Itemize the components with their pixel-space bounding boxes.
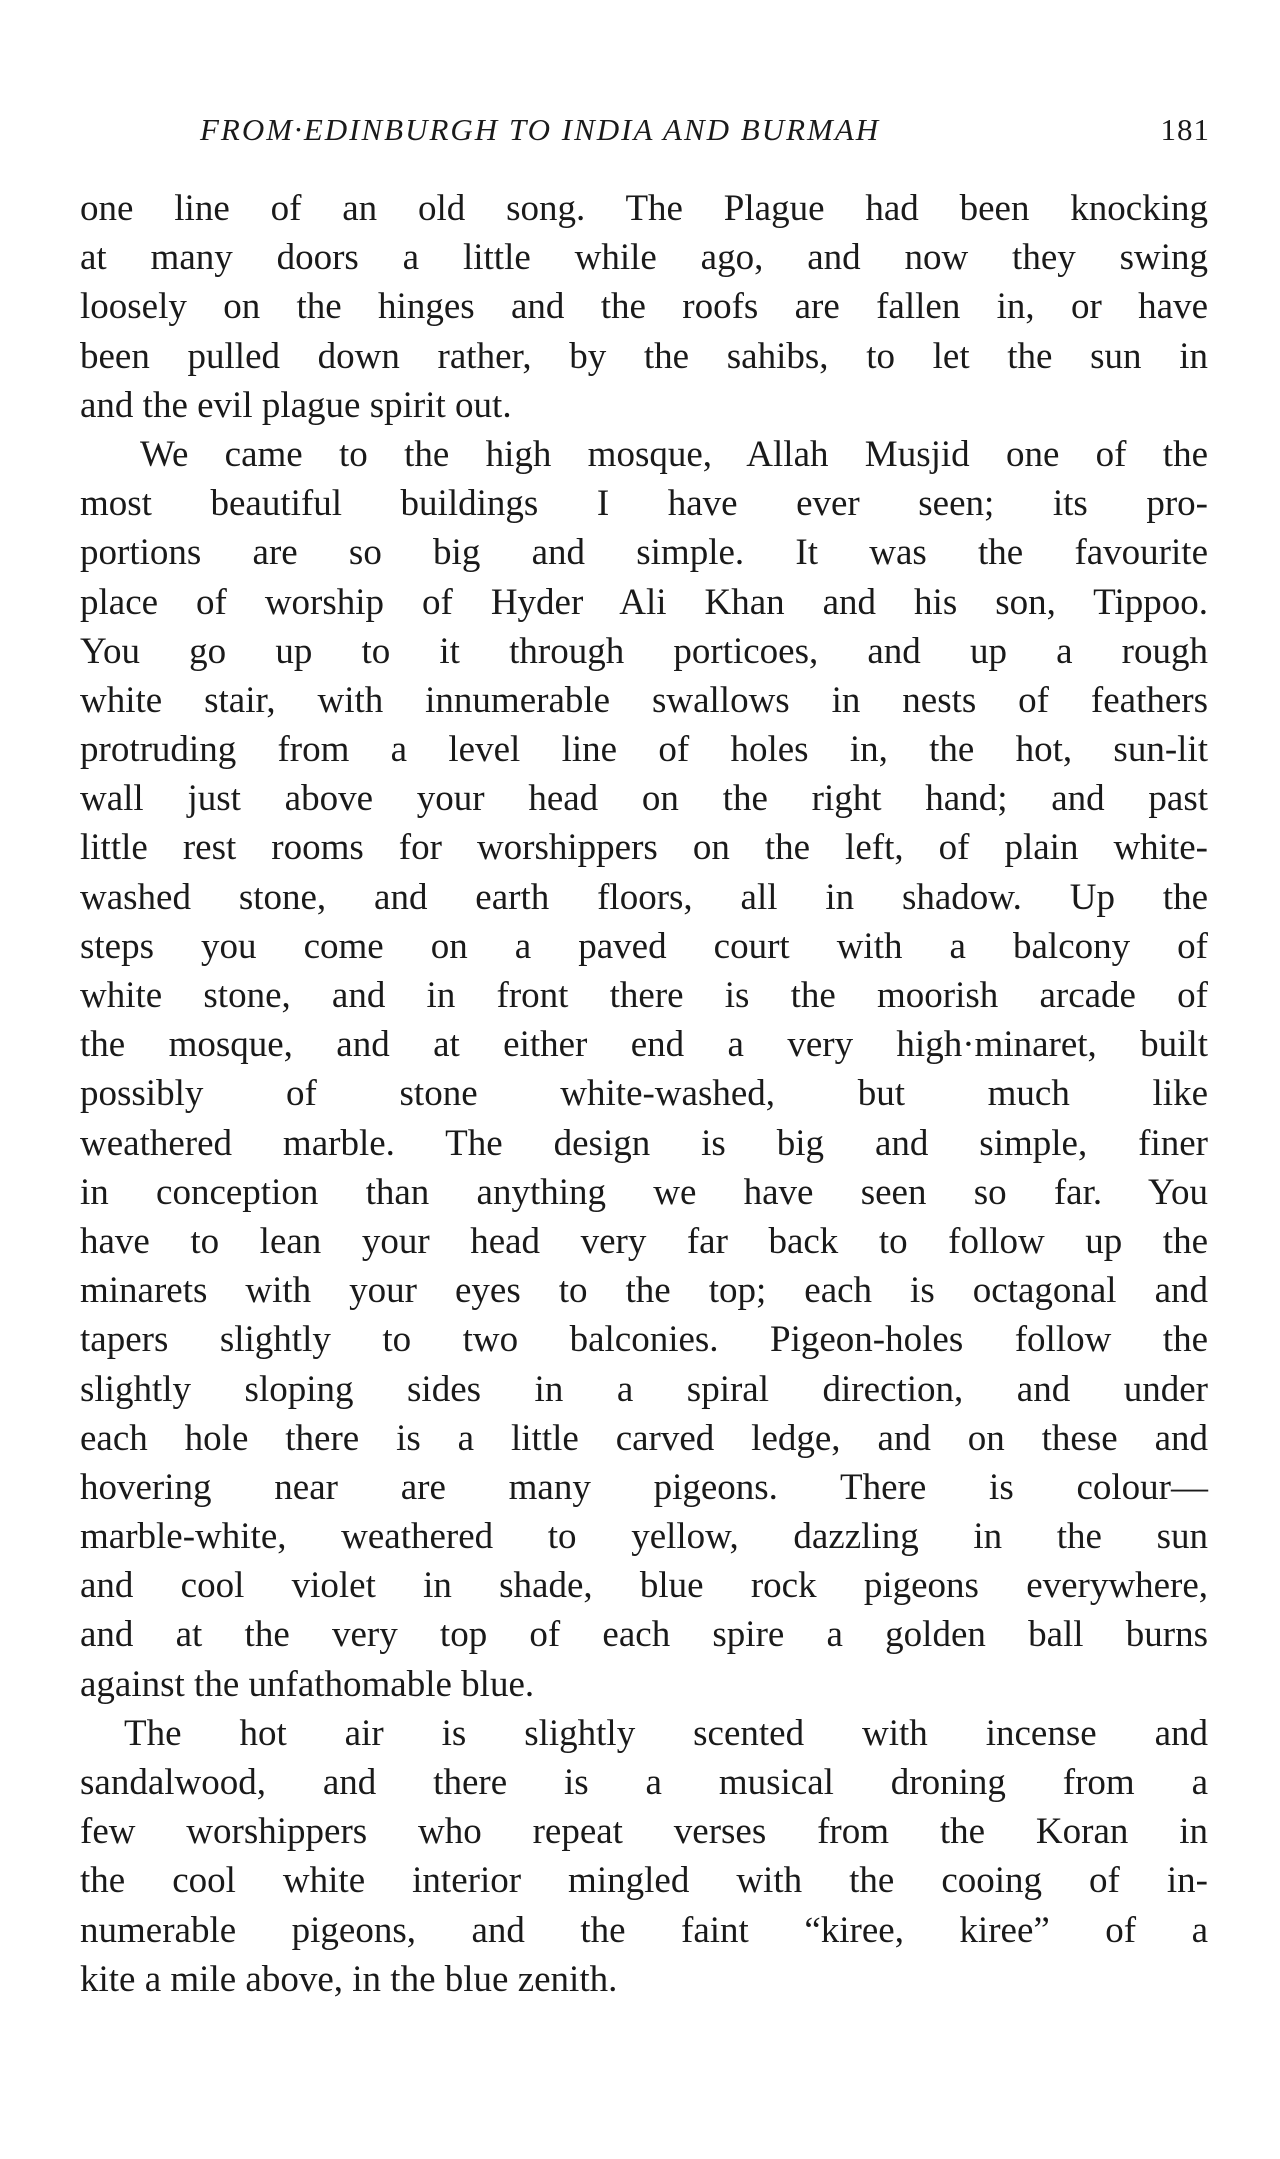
text-line: each hole there is a little carved ledge, and on these and — [80, 1417, 1208, 1459]
text-line: sandalwood, and there is a musical droning from a — [80, 1762, 1208, 1803]
text-line: and at the very top of each spire a golden ball burns — [80, 1614, 1208, 1656]
text-line: The hot air is slightly scented with incense and — [124, 1712, 1208, 1754]
text-line: wall just above your head on the right hand; and past — [80, 778, 1208, 820]
text-line: have to lean your head very far back to follow up the — [80, 1220, 1208, 1262]
text-line: washed stone, and earth floors, all in shadow. Up the — [80, 876, 1208, 918]
text-line: been pulled down rather, by the sahibs, to let the sun in — [80, 335, 1208, 377]
text-line: You go up to it through porticoes, and up a rough — [80, 630, 1208, 672]
body-text — [80, 184, 1208, 2004]
text-line: slightly sloping sides in a spiral direction, and under — [80, 1368, 1208, 1410]
running-title: FROM·EDINBURGH TO INDIA AND BURMAH — [200, 112, 881, 147]
text-line: possibly of stone white-washed, but much like — [80, 1073, 1208, 1115]
text-line: kite a mile above, in the blue zenith. — [80, 1958, 618, 2000]
text-line: in conception than anything we have seen so far. You — [80, 1171, 1208, 1213]
text-line: most beautiful buildings I have ever seen; its pro- — [80, 483, 1208, 525]
text-line: place of worship of Hyder Ali Khan and his son, Tippoo. — [80, 581, 1208, 623]
text-line: minarets with your eyes to the top; each is octagonal and — [80, 1270, 1208, 1312]
text-line: We came to the high mosque, Allah Musjid one of the — [140, 433, 1208, 475]
text-line: and the evil plague spirit out. — [80, 384, 512, 426]
text-line: at many doors a little while ago, and now they swing — [80, 237, 1208, 279]
text-line: white stair, with innumerable swallows in nests of feathers — [80, 679, 1208, 721]
text-line: white stone, and in front there is the moorish arcade of — [80, 975, 1208, 1016]
page-number: 181 — [1160, 112, 1210, 147]
text-line: against the unfathomable blue. — [80, 1663, 535, 1705]
text-line: protruding from a level line of holes in, the hot, sun-lit — [80, 729, 1208, 771]
text-line: hovering near are many pigeons. There is colour— — [80, 1466, 1208, 1508]
text-line: tapers slightly to two balconies. Pigeon-holes follow the — [80, 1319, 1208, 1361]
text-line: and cool violet in shade, blue rock pigeons everywhere, — [80, 1565, 1208, 1607]
text-line: one line of an old song. The Plague had been knocking — [80, 188, 1208, 229]
text-line: few worshippers who repeat verses from the Koran in — [80, 1811, 1208, 1853]
text-line: weathered marble. The design is big and simple, finer — [80, 1122, 1208, 1164]
text-line: portions are so big and simple. It was the favourite — [80, 532, 1208, 574]
text-line: loosely on the hinges and the roofs are fallen in, or have — [80, 286, 1208, 328]
running-head — [80, 112, 1210, 156]
text-line: the mosque, and at either end a very high·minaret, built — [80, 1024, 1208, 1066]
text-line: steps you come on a paved court with a balcony of — [80, 925, 1208, 967]
text-line: little rest rooms for worshippers on the left, of plain white- — [80, 827, 1208, 869]
text-line: numerable pigeons, and the faint “kiree, kiree” of a — [80, 1909, 1208, 1951]
text-line: marble-white, weathered to yellow, dazzling in the sun — [80, 1516, 1208, 1558]
text-line: the cool white interior mingled with the cooing of in- — [80, 1860, 1208, 1902]
